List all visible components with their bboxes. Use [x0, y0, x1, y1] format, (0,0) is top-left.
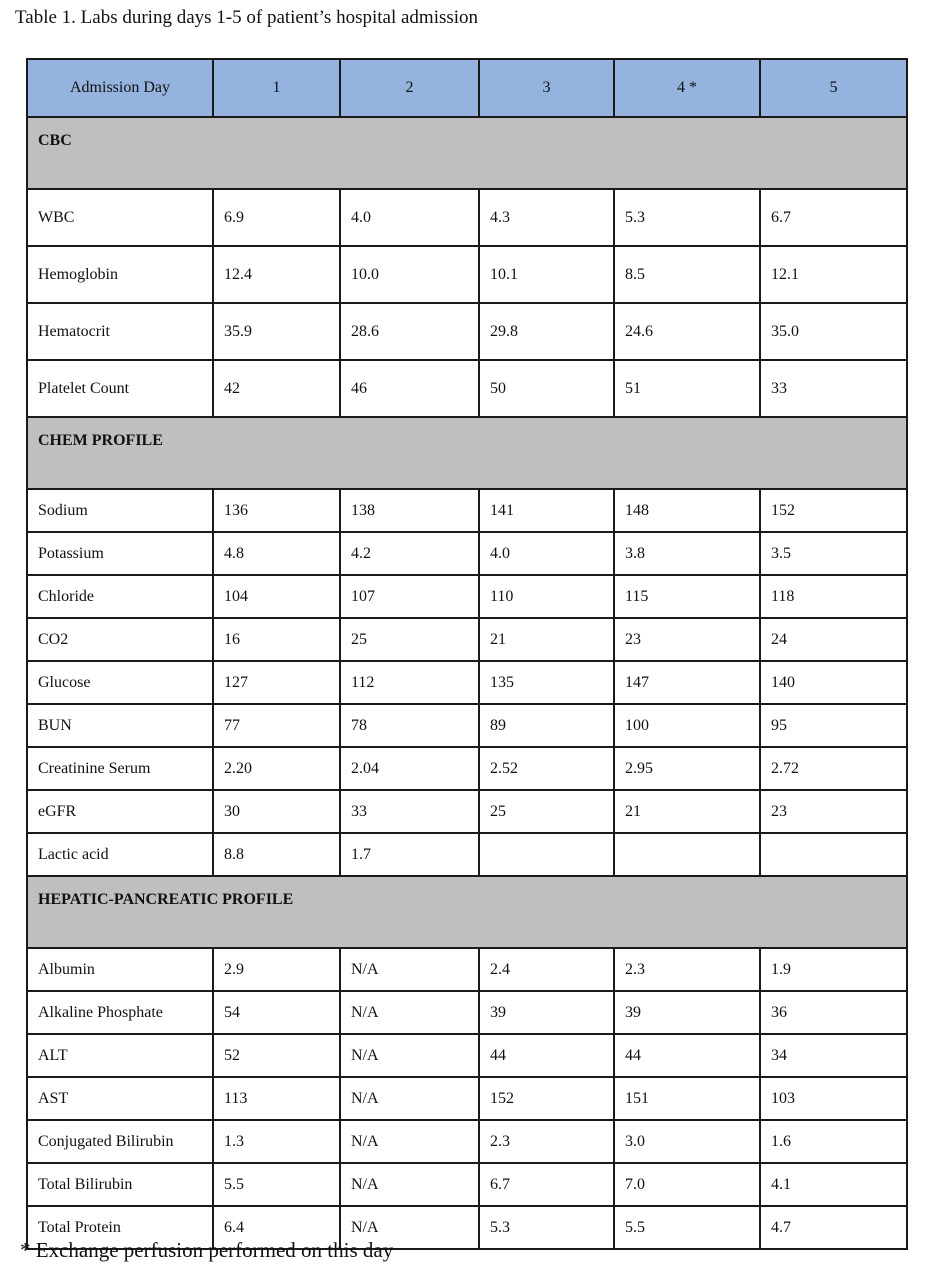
table-row — [27, 790, 907, 833]
day-1-cell: 8.8 — [213, 833, 340, 876]
footnote: * Exchange perfusion performed on this day — [20, 1238, 394, 1262]
header-admission-day: Admission Day — [27, 59, 213, 117]
table-row — [27, 1034, 907, 1077]
day-1-cell: 113 — [213, 1077, 340, 1120]
lab-name-cell: Total Bilirubin — [27, 1163, 213, 1206]
header-day-3: 3 — [479, 59, 614, 117]
lab-name-cell: Conjugated Bilirubin — [27, 1120, 213, 1163]
day-3-cell: 50 — [479, 360, 614, 417]
day-3-cell: 110 — [479, 575, 614, 618]
day-1-cell: 4.8 — [213, 532, 340, 575]
table-caption: Table 1. Labs during days 1-5 of patient’s hospital admission — [15, 7, 479, 28]
section-title: CBC — [27, 117, 907, 189]
table-row — [27, 747, 907, 790]
day-4-cell: 5.5 — [614, 1206, 760, 1249]
day-2-cell: N/A — [340, 948, 479, 991]
day-2-cell: 2.04 — [340, 747, 479, 790]
lab-name-cell: CO2 — [27, 618, 213, 661]
day-2-cell: 78 — [340, 704, 479, 747]
table-row — [27, 246, 907, 303]
day-1-cell: 12.4 — [213, 246, 340, 303]
lab-name-cell: Hemoglobin — [27, 246, 213, 303]
day-5-cell: 2.72 — [760, 747, 907, 790]
day-3-cell: 2.4 — [479, 948, 614, 991]
day-3-cell: 39 — [479, 991, 614, 1034]
table-row — [27, 991, 907, 1034]
day-5-cell: 33 — [760, 360, 907, 417]
day-1-cell: 52 — [213, 1034, 340, 1077]
section-title: CHEM PROFILE — [27, 417, 907, 489]
day-2-cell: 10.0 — [340, 246, 479, 303]
table-row — [27, 575, 907, 618]
day-1-cell: 6.9 — [213, 189, 340, 246]
day-3-cell: 6.7 — [479, 1163, 614, 1206]
day-4-cell: 100 — [614, 704, 760, 747]
table-body — [27, 117, 907, 1249]
day-5-cell: 95 — [760, 704, 907, 747]
header-row — [27, 59, 907, 117]
day-1-cell: 2.20 — [213, 747, 340, 790]
day-3-cell: 21 — [479, 618, 614, 661]
day-5-cell — [760, 833, 907, 876]
header-day-2: 2 — [340, 59, 479, 117]
day-4-cell: 151 — [614, 1077, 760, 1120]
day-5-cell: 1.6 — [760, 1120, 907, 1163]
header-day-5: 5 — [760, 59, 907, 117]
lab-name-cell: Glucose — [27, 661, 213, 704]
day-3-cell: 29.8 — [479, 303, 614, 360]
section-header-row — [27, 117, 907, 189]
lab-name-cell: AST — [27, 1077, 213, 1120]
day-4-cell: 2.95 — [614, 747, 760, 790]
labs-table — [26, 58, 908, 1250]
day-4-cell: 115 — [614, 575, 760, 618]
day-2-cell: 1.7 — [340, 833, 479, 876]
day-2-cell: 107 — [340, 575, 479, 618]
day-5-cell: 34 — [760, 1034, 907, 1077]
section-title: HEPATIC-PANCREATIC PROFILE — [27, 876, 907, 948]
table-row — [27, 618, 907, 661]
day-4-cell: 7.0 — [614, 1163, 760, 1206]
day-3-cell: 10.1 — [479, 246, 614, 303]
day-3-cell: 141 — [479, 489, 614, 532]
table-row — [27, 1163, 907, 1206]
day-1-cell: 136 — [213, 489, 340, 532]
day-3-cell: 44 — [479, 1034, 614, 1077]
header-day-1: 1 — [213, 59, 340, 117]
day-2-cell: 46 — [340, 360, 479, 417]
day-2-cell: 25 — [340, 618, 479, 661]
day-1-cell: 54 — [213, 991, 340, 1034]
table-row — [27, 489, 907, 532]
day-2-cell: N/A — [340, 1077, 479, 1120]
day-5-cell: 24 — [760, 618, 907, 661]
day-3-cell: 152 — [479, 1077, 614, 1120]
day-4-cell: 5.3 — [614, 189, 760, 246]
day-3-cell: 4.3 — [479, 189, 614, 246]
table-row — [27, 948, 907, 991]
day-1-cell: 127 — [213, 661, 340, 704]
day-5-cell: 12.1 — [760, 246, 907, 303]
day-4-cell: 2.3 — [614, 948, 760, 991]
day-2-cell: N/A — [340, 991, 479, 1034]
day-4-cell: 44 — [614, 1034, 760, 1077]
day-1-cell: 16 — [213, 618, 340, 661]
day-5-cell: 3.5 — [760, 532, 907, 575]
day-2-cell: 4.0 — [340, 189, 479, 246]
day-2-cell: N/A — [340, 1120, 479, 1163]
day-2-cell: N/A — [340, 1206, 479, 1249]
table-row — [27, 661, 907, 704]
section-header-row — [27, 417, 907, 489]
day-1-cell: 2.9 — [213, 948, 340, 991]
table-row — [27, 1120, 907, 1163]
day-1-cell: 77 — [213, 704, 340, 747]
day-2-cell: 33 — [340, 790, 479, 833]
day-5-cell: 140 — [760, 661, 907, 704]
day-4-cell: 148 — [614, 489, 760, 532]
lab-name-cell: Platelet Count — [27, 360, 213, 417]
lab-name-cell: WBC — [27, 189, 213, 246]
day-1-cell: 1.3 — [213, 1120, 340, 1163]
table-row — [27, 189, 907, 246]
table-row — [27, 303, 907, 360]
day-3-cell: 5.3 — [479, 1206, 614, 1249]
lab-name-cell: Sodium — [27, 489, 213, 532]
lab-name-cell: Lactic acid — [27, 833, 213, 876]
table-header — [27, 59, 907, 117]
day-3-cell: 2.52 — [479, 747, 614, 790]
section-header-row — [27, 876, 907, 948]
day-4-cell: 3.8 — [614, 532, 760, 575]
day-2-cell: N/A — [340, 1163, 479, 1206]
header-day-4: 4 * — [614, 59, 760, 117]
lab-name-cell: Total Protein — [27, 1206, 213, 1249]
lab-name-cell: Albumin — [27, 948, 213, 991]
day-2-cell: 138 — [340, 489, 479, 532]
day-4-cell: 8.5 — [614, 246, 760, 303]
day-2-cell: N/A — [340, 1034, 479, 1077]
day-5-cell: 36 — [760, 991, 907, 1034]
day-3-cell: 2.3 — [479, 1120, 614, 1163]
lab-name-cell: Potassium — [27, 532, 213, 575]
lab-name-cell: ALT — [27, 1034, 213, 1077]
day-1-cell: 5.5 — [213, 1163, 340, 1206]
day-5-cell: 4.1 — [760, 1163, 907, 1206]
table-row — [27, 532, 907, 575]
day-4-cell: 3.0 — [614, 1120, 760, 1163]
day-4-cell: 24.6 — [614, 303, 760, 360]
day-3-cell — [479, 833, 614, 876]
day-5-cell: 6.7 — [760, 189, 907, 246]
day-5-cell: 103 — [760, 1077, 907, 1120]
lab-name-cell: Chloride — [27, 575, 213, 618]
day-5-cell: 35.0 — [760, 303, 907, 360]
day-4-cell — [614, 833, 760, 876]
day-2-cell: 112 — [340, 661, 479, 704]
day-1-cell: 104 — [213, 575, 340, 618]
table-row — [27, 1077, 907, 1120]
lab-name-cell: Alkaline Phosphate — [27, 991, 213, 1034]
day-2-cell: 28.6 — [340, 303, 479, 360]
table-row — [27, 833, 907, 876]
day-5-cell: 152 — [760, 489, 907, 532]
lab-name-cell: BUN — [27, 704, 213, 747]
day-5-cell: 1.9 — [760, 948, 907, 991]
table-row — [27, 704, 907, 747]
lab-name-cell: Hematocrit — [27, 303, 213, 360]
day-1-cell: 6.4 — [213, 1206, 340, 1249]
day-3-cell: 89 — [479, 704, 614, 747]
lab-name-cell: eGFR — [27, 790, 213, 833]
day-4-cell: 51 — [614, 360, 760, 417]
day-3-cell: 25 — [479, 790, 614, 833]
day-3-cell: 135 — [479, 661, 614, 704]
day-4-cell: 21 — [614, 790, 760, 833]
day-5-cell: 4.7 — [760, 1206, 907, 1249]
day-1-cell: 35.9 — [213, 303, 340, 360]
day-4-cell: 23 — [614, 618, 760, 661]
lab-name-cell: Creatinine Serum — [27, 747, 213, 790]
day-4-cell: 147 — [614, 661, 760, 704]
day-1-cell: 42 — [213, 360, 340, 417]
table-row — [27, 360, 907, 417]
day-5-cell: 118 — [760, 575, 907, 618]
day-3-cell: 4.0 — [479, 532, 614, 575]
day-1-cell: 30 — [213, 790, 340, 833]
day-5-cell: 23 — [760, 790, 907, 833]
day-2-cell: 4.2 — [340, 532, 479, 575]
day-4-cell: 39 — [614, 991, 760, 1034]
